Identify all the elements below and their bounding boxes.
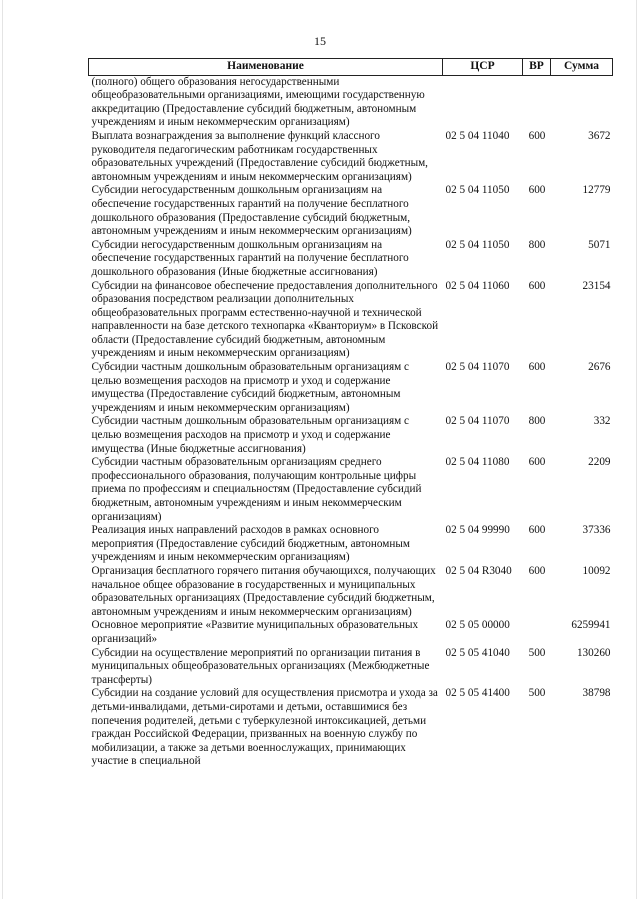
table-row (89, 239, 613, 280)
scan-edge-left (2, 0, 3, 899)
row-sum: 12779 (582, 184, 611, 197)
row-sum: 23154 (582, 279, 611, 292)
table-row (89, 130, 613, 184)
row-vr: 600 (528, 279, 546, 292)
header-csr: ЦСР (443, 59, 523, 76)
row-vr: 500 (528, 646, 546, 659)
row-csr: 02 5 04 11050 (445, 238, 510, 251)
row-csr: 02 5 04 11050 (445, 184, 510, 197)
row-csr: 02 5 04 11060 (445, 279, 510, 292)
row-vr: 600 (528, 524, 546, 537)
row-sum: 6259941 (571, 619, 611, 632)
table-row (89, 184, 613, 238)
row-csr: 02 5 05 00000 (445, 619, 510, 632)
row-csr: 02 5 04 11040 (445, 129, 510, 142)
row-vr: 500 (528, 687, 546, 700)
header-vr: ВР (523, 59, 551, 76)
row-sum: 332 (593, 415, 611, 428)
table-row (89, 524, 613, 565)
row-name: Организация бесплатного горячего питания обучающихся, получающих начальное общее образование в государственных и муниципальных образовательных организациях (Предоставление субсидий бюджетным, автономным учреждениям и иным некоммерческим организациям) (91, 564, 436, 618)
page-number: 15 (314, 34, 326, 48)
row-csr: 02 5 04 11080 (445, 456, 510, 469)
row-name: Субсидии частным дошкольным образовательным организациям с целью возмещения расходов на присмотр и уход и содержание имущества (Иные бюджетные ассигнования) (91, 415, 409, 455)
row-csr: 02 5 04 R3040 (445, 564, 512, 577)
table-row (89, 361, 613, 415)
table-row (89, 619, 613, 646)
row-csr: 02 5 04 11070 (445, 415, 510, 428)
row-name: Субсидии негосударственным дошкольным организациям на обеспечение государственных гарантий на получение бесплатного дошкольного образования (Предоставление субсидий бюджетным, автономным учреждениям и иным некоммерческим организациям) (91, 184, 412, 238)
row-name: Реализация иных направлений расходов в рамках основного мероприятия (Предоставление субсидий бюджетным, автономным учреждениям и иным некоммерческим организациям) (91, 524, 410, 564)
row-csr: 02 5 05 41400 (445, 687, 510, 700)
row-name: Выплата вознаграждения за выполнение функций классного руководителя педагогическим работникам государственных образовательных учреждений (Предоставление субсидий бюджетным, автономным учреждениям и иным некоммерческим организациям) (91, 129, 428, 183)
table-row (89, 456, 613, 524)
table-row (89, 647, 613, 688)
table-row (89, 280, 613, 362)
row-name: Субсидии на осуществление мероприятий по организации питания в муниципальных общеобразовательных организациях (Межбюджетные трансферты) (91, 646, 430, 686)
row-vr: 600 (528, 129, 546, 142)
row-sum: 38798 (582, 687, 611, 700)
row-sum: 2209 (588, 456, 611, 469)
row-name: Субсидии частным дошкольным образовательным организациям с целью возмещения расходов на присмотр и уход и содержание имущества (Предоставление субсидий бюджетным, автономным учреждениям и иным некоммерческим организациям) (91, 361, 409, 414)
row-name: Субсидии частным образовательным организациям среднего профессионального образования, получающим контрольные цифры приема по профессиям и специальностям (Предоставление субсидий бюджетным, автономным учреждениям и иным некоммерческим организациям) (91, 456, 422, 523)
row-name: Субсидии на создание условий для осуществления присмотра и ухода за детьми-инвалидами, детьми-сиротами и детьми, оставшимися без попечения родителей, детьми с туберкулезной интоксикацией, детьми граждан Российской Федерации, призванных на военную службу по мобилизации, а также за детьми военнослужащих, принимающих участие в специальной (91, 687, 438, 768)
row-sum: 5071 (588, 238, 611, 251)
scan-edge-right (636, 0, 637, 899)
row-name: Основное мероприятие «Развитие муниципальных образовательных организаций» (91, 619, 419, 645)
row-sum: 2676 (588, 361, 611, 374)
row-sum (551, 75, 613, 130)
table-row (89, 415, 613, 456)
budget-table (88, 58, 613, 769)
row-csr: 02 5 04 11070 (445, 361, 510, 374)
row-vr: 600 (528, 456, 546, 469)
header-name: Наименование (89, 59, 443, 76)
row-vr (523, 619, 551, 646)
row-vr (523, 75, 551, 130)
table-header-row (89, 59, 613, 76)
row-csr: 02 5 05 41040 (445, 646, 510, 659)
row-csr (443, 75, 523, 130)
row-vr: 800 (528, 415, 546, 428)
table-row (89, 687, 613, 769)
row-sum: 3672 (588, 129, 611, 142)
row-vr: 800 (528, 238, 546, 251)
row-csr: 02 5 04 99990 (445, 524, 510, 537)
row-vr: 600 (528, 361, 546, 374)
row-name: Субсидии на финансовое обеспечение предоставления дополнительного образования посредством реализации дополнительных общеобразовательных программ естественно-научной и технической направленности на базе детского технопарка «Кванториум» в Псковской области (Предоставление субсидий бюджетным, автономным учреждениям и иным некоммерческим организациям) (91, 279, 439, 360)
header-sum: Сумма (551, 59, 613, 76)
row-sum: 130260 (576, 646, 611, 659)
row-sum: 10092 (582, 564, 611, 577)
table-row (89, 75, 613, 130)
row-name: Субсидии негосударственным дошкольным организациям на обеспечение государственных гарантий на получение бесплатного дошкольного образования (Иные бюджетные ассигнования) (91, 238, 409, 278)
table-row (89, 565, 613, 619)
row-sum: 37336 (582, 524, 611, 537)
row-vr: 600 (528, 564, 546, 577)
row-name: (полного) общего образования негосударственными общеобразовательными организациями, имеющими государственную аккредитацию (Предоставление субсидий бюджетным, автономным учреждениям и иным некоммерческим организациям) (91, 75, 425, 129)
row-vr: 600 (528, 184, 546, 197)
